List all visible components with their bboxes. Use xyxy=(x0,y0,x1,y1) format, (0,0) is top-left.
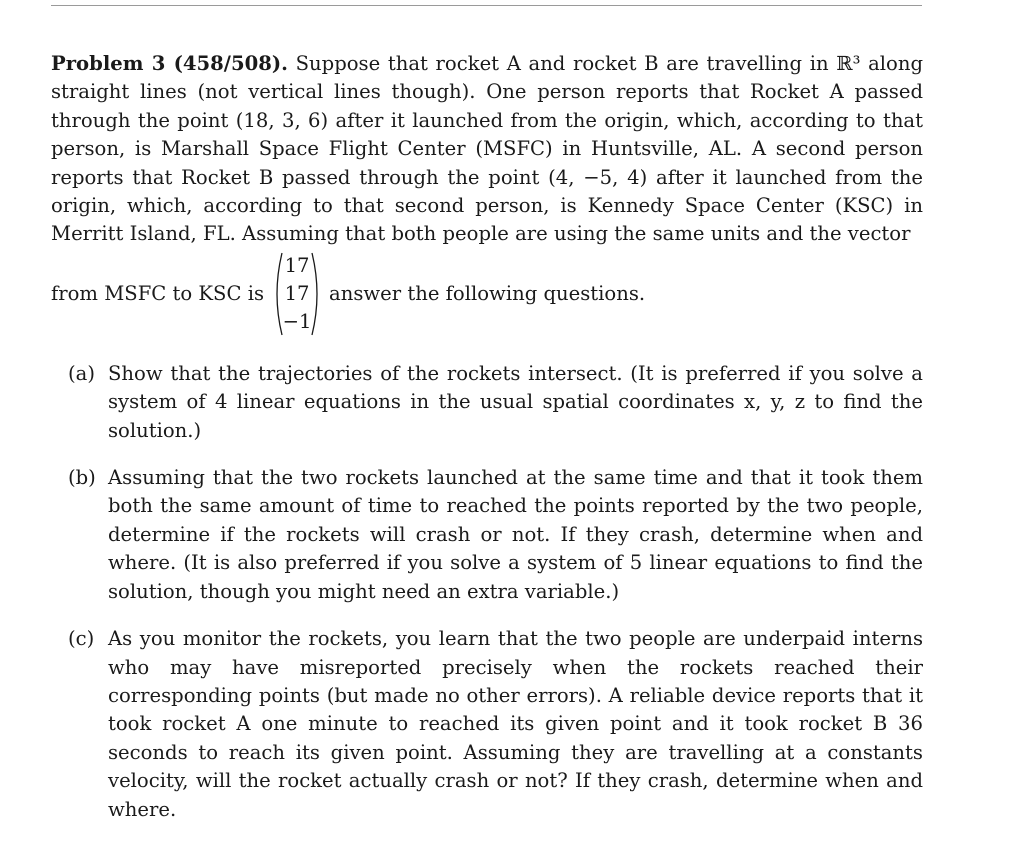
question-part-b xyxy=(51,464,923,606)
vector-entry: 17 xyxy=(284,253,310,277)
left-paren xyxy=(271,252,283,336)
vector-prefix: from MSFC to KSC is xyxy=(51,281,265,305)
question-parts xyxy=(51,360,923,824)
part-label: (a) xyxy=(68,361,95,385)
part-label: (b) xyxy=(68,466,96,490)
vector-entries xyxy=(283,252,311,336)
vector-suffix: answer the following questions. xyxy=(329,281,646,305)
problem-page xyxy=(51,50,923,843)
part-label: (c) xyxy=(68,627,95,651)
vector-line xyxy=(51,250,923,338)
top-rule xyxy=(51,5,922,6)
column-vector xyxy=(271,252,323,336)
problem-heading: Problem 3 (458/508). xyxy=(51,52,288,75)
part-text: Show that the trajectories of the rockets intersect. (It is preferred if you solve a system of 4 linear equations in the usual spatial coordinates x, y, z to find the solution.) xyxy=(108,361,923,442)
question-part-c xyxy=(51,625,923,824)
vector-entry: −1 xyxy=(282,309,312,333)
part-text: Assuming that the two rockets launched at the same time and that it took them both the same amount of time to reached the points reported by the two people, determine if the rockets will crash or not. If they crash, determine when and where. (It is also preferred if you solve a system of 5 linear equations to find the solution, though you might need an extra variable.) xyxy=(108,466,923,603)
right-paren xyxy=(311,252,323,336)
vector-entry: 17 xyxy=(284,281,310,305)
question-part-a xyxy=(51,360,923,445)
problem-body: Suppose that rocket A and rocket B are travelling in ℝ³ along straight lines (not vertical lines though). One person reports that Rocket A passed through the point (18, 3, 6) after it launched from the origin, which, according to that person, is Marshall Space Flight Center (MSFC) in Huntsville, AL. A second person reports that Rocket B passed through the point (4, −5, 4) after it launched from the origin, which, according to that second person, is Kennedy Space Center (KSC) in Merritt Island, FL. Assuming that both people are using the same units and the vector xyxy=(51,52,923,246)
problem-statement xyxy=(51,50,923,249)
part-text: As you monitor the rockets, you learn that the two people are underpaid interns who may have misreported precisely when the rockets reached their corresponding points (but made no other errors). A reliable device reports that it took rocket A one minute to reached its given point and it took rocket B 36 seconds to reach its given point. Assuming they are travelling at a constants velocity, will the rocket actually crash or not? If they crash, determine when and where. xyxy=(108,627,923,821)
